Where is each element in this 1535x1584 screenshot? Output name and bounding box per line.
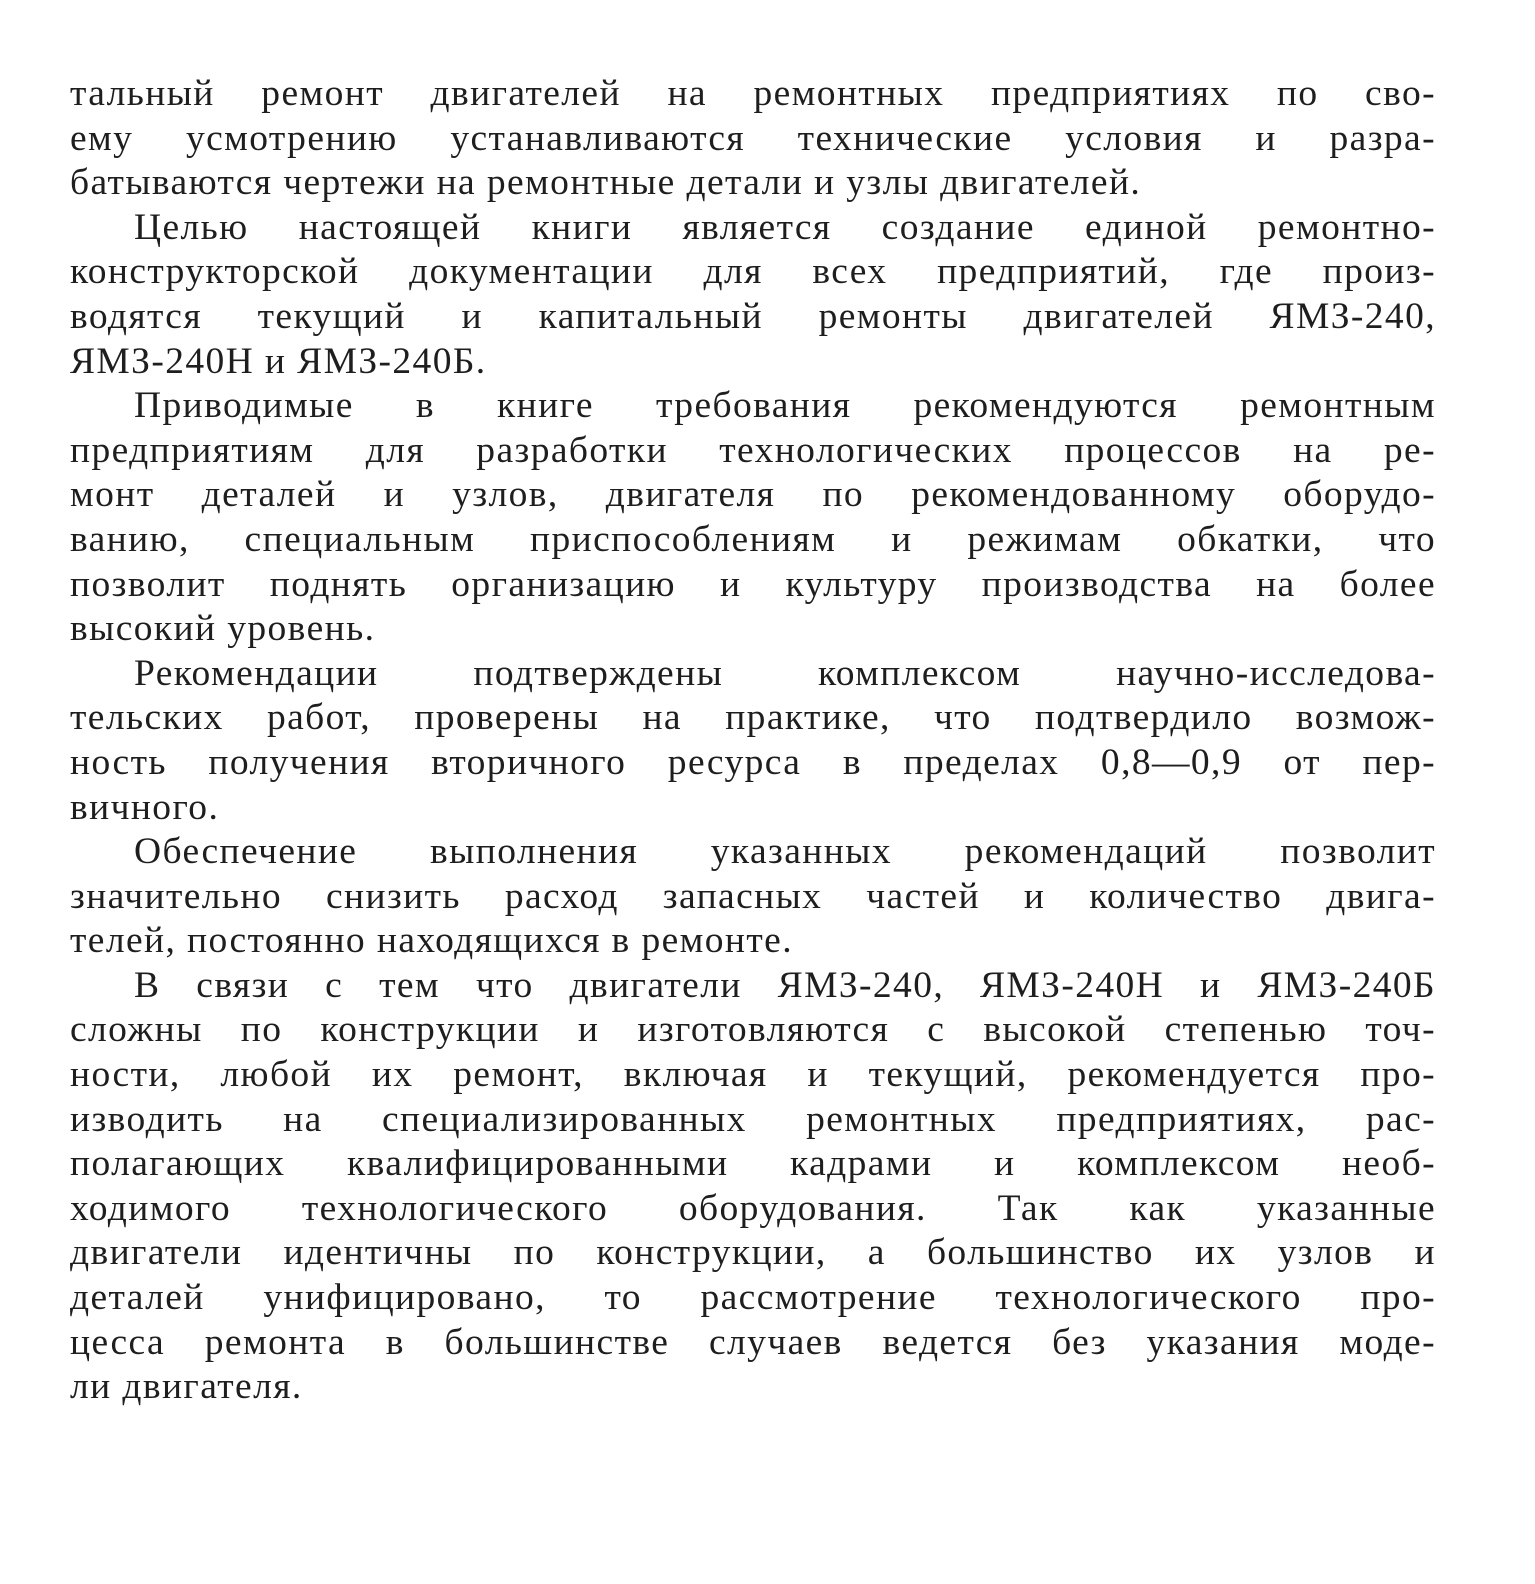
text-line: Целью настоящей книги является создание единой ремонтно- [134,206,1436,248]
text-line: тальный ремонт двигателей на ремонтных предприятиях по сво- [70,73,1436,114]
paragraph-book-purpose [70,206,1436,384]
text-line: тельских работ, проверены на практике, что подтвердило возмож- [70,697,1436,739]
text-line: значительно снизить расход запасных частей и количество двига- [70,875,1436,917]
text-line: двигатели идентичны по конструкции, а большинство их узлов и [70,1232,1436,1274]
paragraph-requirements [70,384,1436,652]
text-line: ности, любой их ремонт, включая и текущий, рекомендуется про- [70,1054,1436,1096]
body-text [70,72,1436,1410]
text-line: предприятиям для разработки технологических процессов на ре- [70,429,1436,471]
text-line: ходимого технологического оборудования. Так как указанные [70,1187,1436,1229]
text-line: ванию, специальным приспособлениям и режимам обкатки, что [70,518,1436,560]
text-line: телей, постоянно находящихся в ремонте. [70,920,793,962]
text-line: позволит поднять организацию и культуру производства на более [70,563,1436,605]
text-line: конструкторской документации для всех предприятий, где произ- [70,251,1436,293]
text-line: монт деталей и узлов, двигателя по рекомендованному оборудо- [70,474,1436,516]
text-line: сложны по конструкции и изготовляются с высокой степенью точ- [70,1009,1436,1051]
paragraph-implementation [70,830,1436,964]
text-line: ность получения вторичного ресурса в пределах 0,8—0,9 от пер- [70,741,1436,783]
paragraph-engines [70,964,1436,1410]
text-line: ли двигателя. [70,1366,303,1408]
text-line: В связи с тем что двигатели ЯМЗ-240, ЯМЗ-240Н и ЯМЗ-240Б [134,964,1436,1006]
text-line: цесса ремонта в большинстве случаев ведется без указания моде- [70,1321,1436,1363]
text-line: полагающих квалифицированными кадрами и комплексом необ- [70,1143,1436,1185]
text-line: ему усмотрению устанавливаются технические условия и разра- [70,117,1436,159]
text-line: Приводимые в книге требования рекомендуются ремонтным [134,385,1436,427]
text-line: водятся текущий и капитальный ремонты двигателей ЯМЗ-240, [70,295,1436,337]
text-line: вичного. [70,786,220,828]
paragraph-continuation [70,72,1436,206]
text-line: ЯМЗ-240Н и ЯМЗ-240Б. [70,340,487,382]
text-line: высокий уровень. [70,608,376,650]
paragraph-recommendations [70,652,1436,830]
text-line: Рекомендации подтверждены комплексом научно-исследова- [134,652,1436,694]
text-line: деталей унифицировано, то рассмотрение технологического про- [70,1277,1436,1319]
text-line: изводить на специализированных ремонтных предприятиях, рас- [70,1098,1436,1140]
text-line: Обеспечение выполнения указанных рекомендаций позволит [134,831,1436,873]
text-line: батываются чертежи на ремонтные детали и узлы двигателей. [70,162,1142,204]
